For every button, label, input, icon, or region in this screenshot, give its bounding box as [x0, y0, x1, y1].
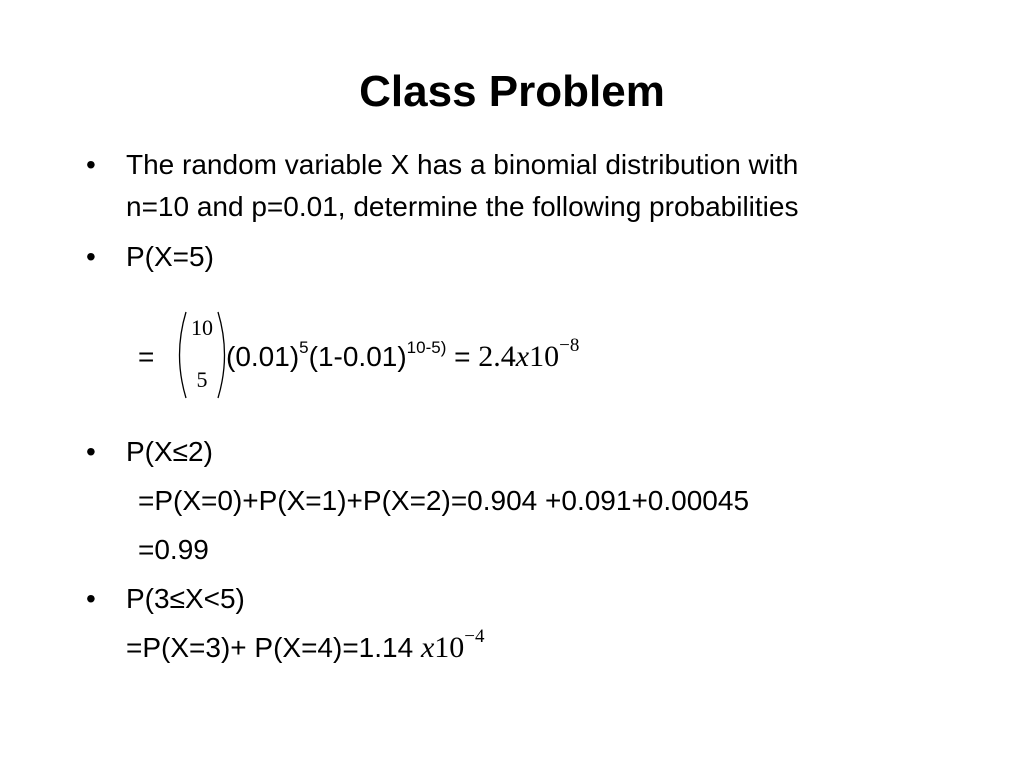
intro-line-2: n=10 and p=0.01, determine the following probabilities	[126, 191, 799, 222]
bullet-dot: •	[86, 241, 96, 272]
q1-factor2-base: (1-0.01)	[308, 341, 407, 372]
q1-factor1-exp: 5	[299, 338, 309, 357]
q1-factor1-base: (0.01)	[226, 341, 300, 372]
q3-label: P(3≤X<5)	[126, 583, 245, 614]
q1-result-x: x	[515, 340, 530, 373]
q3-result-x: x	[420, 631, 435, 664]
q1-result-base: 10	[529, 340, 560, 373]
q1-equals-sign: =	[138, 341, 155, 372]
q1-expression	[226, 336, 579, 382]
q1-result-equals: =	[454, 341, 471, 372]
q3-line	[126, 627, 485, 673]
q2-line-2: =0.99	[138, 534, 209, 565]
q1-label: P(X=5)	[126, 241, 214, 272]
q1-factor2-exp: 10-5)	[406, 338, 447, 357]
bullet-dot: •	[86, 583, 96, 614]
intro-line-1: The random variable X has a binomial distribution with	[126, 149, 799, 180]
q2-line-1: =P(X=0)+P(X=1)+P(X=2)=0.904 +0.091+0.00045	[138, 485, 750, 516]
bullet-dot: •	[86, 149, 96, 180]
q1-result-mantissa: 2.4	[478, 340, 516, 373]
q3-line-prefix: =P(X=3)+ P(X=4)=1.14	[126, 632, 414, 663]
binomial-coefficient	[172, 310, 232, 400]
q2-label: P(X≤2)	[126, 436, 213, 467]
binomial-k: 5	[196, 367, 208, 392]
q3-result	[420, 626, 485, 664]
q1-result-exp: −8	[559, 335, 580, 356]
q3-result-base: 10	[434, 631, 465, 664]
binomial-n: 10	[191, 315, 213, 340]
q3-result-exp: −4	[464, 626, 485, 647]
slide-title: Class Problem	[359, 67, 665, 116]
bullet-dot: •	[86, 436, 96, 467]
q1-result	[478, 335, 580, 373]
